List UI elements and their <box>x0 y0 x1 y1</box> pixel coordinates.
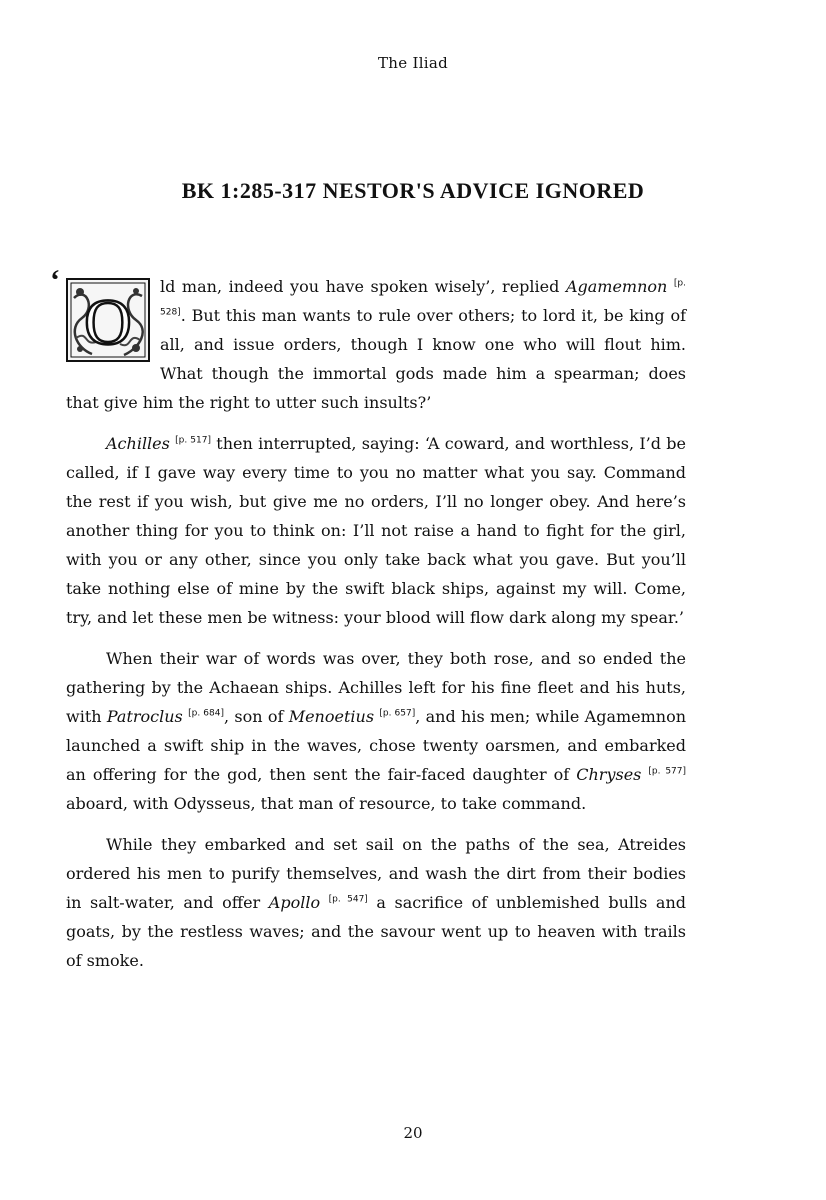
paragraph-2: Achilles [p. 517] then interrupted, saying: ‘A coward, and worthless, I’d be called, if I gave way every time to you no matter what you say. Command the rest if you wish, but give me no orders, I’ll no longer obey. And here’s another thing for you to think on: I’ll not raise a hand to fight for the girl, with you or any other, since you only take back what you gave. But you’ll take nothing else of mine by the swift black ships, against my will. Come, try, and let these men be witness: your blood will flow dark along my spear.’ <box>66 434 686 627</box>
page-ref-link[interactable]: [p. 577] <box>648 766 687 777</box>
page-ref-link[interactable]: [p. 528] <box>160 278 686 318</box>
name-apollo: Apollo <box>268 893 321 912</box>
name-menoetius: Menoetius <box>288 707 375 726</box>
page-ref-link[interactable]: [p. 517] <box>175 435 211 446</box>
opening-quote-mark: ‘ <box>50 264 60 297</box>
page-ref-link[interactable]: [p. 547] <box>328 894 368 905</box>
name-achilles: Achilles <box>106 434 170 453</box>
name-chryses: Chryses <box>576 765 642 784</box>
paragraph-4: While they embarked and set sail on the paths of the sea, Atreides ordered his men to purify themselves, and wash the dirt from their bodies in salt-water, and offer Apollo [p. 547] a sacrifice of unblemished bulls and goats, by the restless waves; and the savour went up to heaven with trails of smoke. <box>66 835 687 970</box>
page-ref-link[interactable]: [p. 657] <box>379 708 416 719</box>
paragraph-3: When their war of words was over, they both rose, and so ended the gathering by the Achaean ships. Achilles left for his fine fleet and his huts, with Patroclus [p. 684], son of Menoetius [p. 657], and his men; while Agamemnon launched a swift ship in the waves, chose twenty oarsmen, and embarked an offering for the god, then sent the fair-faced daughter of Chryses [p. 577] aboard, with Odysseus, that man of resource, to take command. <box>66 649 687 813</box>
body-text <box>50 264 687 987</box>
name-patroclus: Patroclus <box>106 707 183 726</box>
dropcap-letter: O <box>84 286 132 359</box>
running-head: The Iliad <box>377 54 449 72</box>
paragraph-1: ‘ O ld man, indeed you have spoken wisely’, replied Agamemnon [p. 528]. But this man wants to rule over others; to lord it, be king of all, and issue orders, though I know one who will flout him. What though the immortal gods made him a spearman; does that give him the right to utter such insults?’ <box>50 264 686 412</box>
section-title: BK 1:285-317 NESTOR'S ADVICE IGNORED <box>181 178 645 203</box>
dropcap-o-ornament <box>66 278 150 362</box>
page-ref-link[interactable]: [p. 684] <box>188 708 224 719</box>
name-agamemnon: Agamemnon <box>565 277 668 296</box>
page-number: 20 <box>403 1124 423 1142</box>
